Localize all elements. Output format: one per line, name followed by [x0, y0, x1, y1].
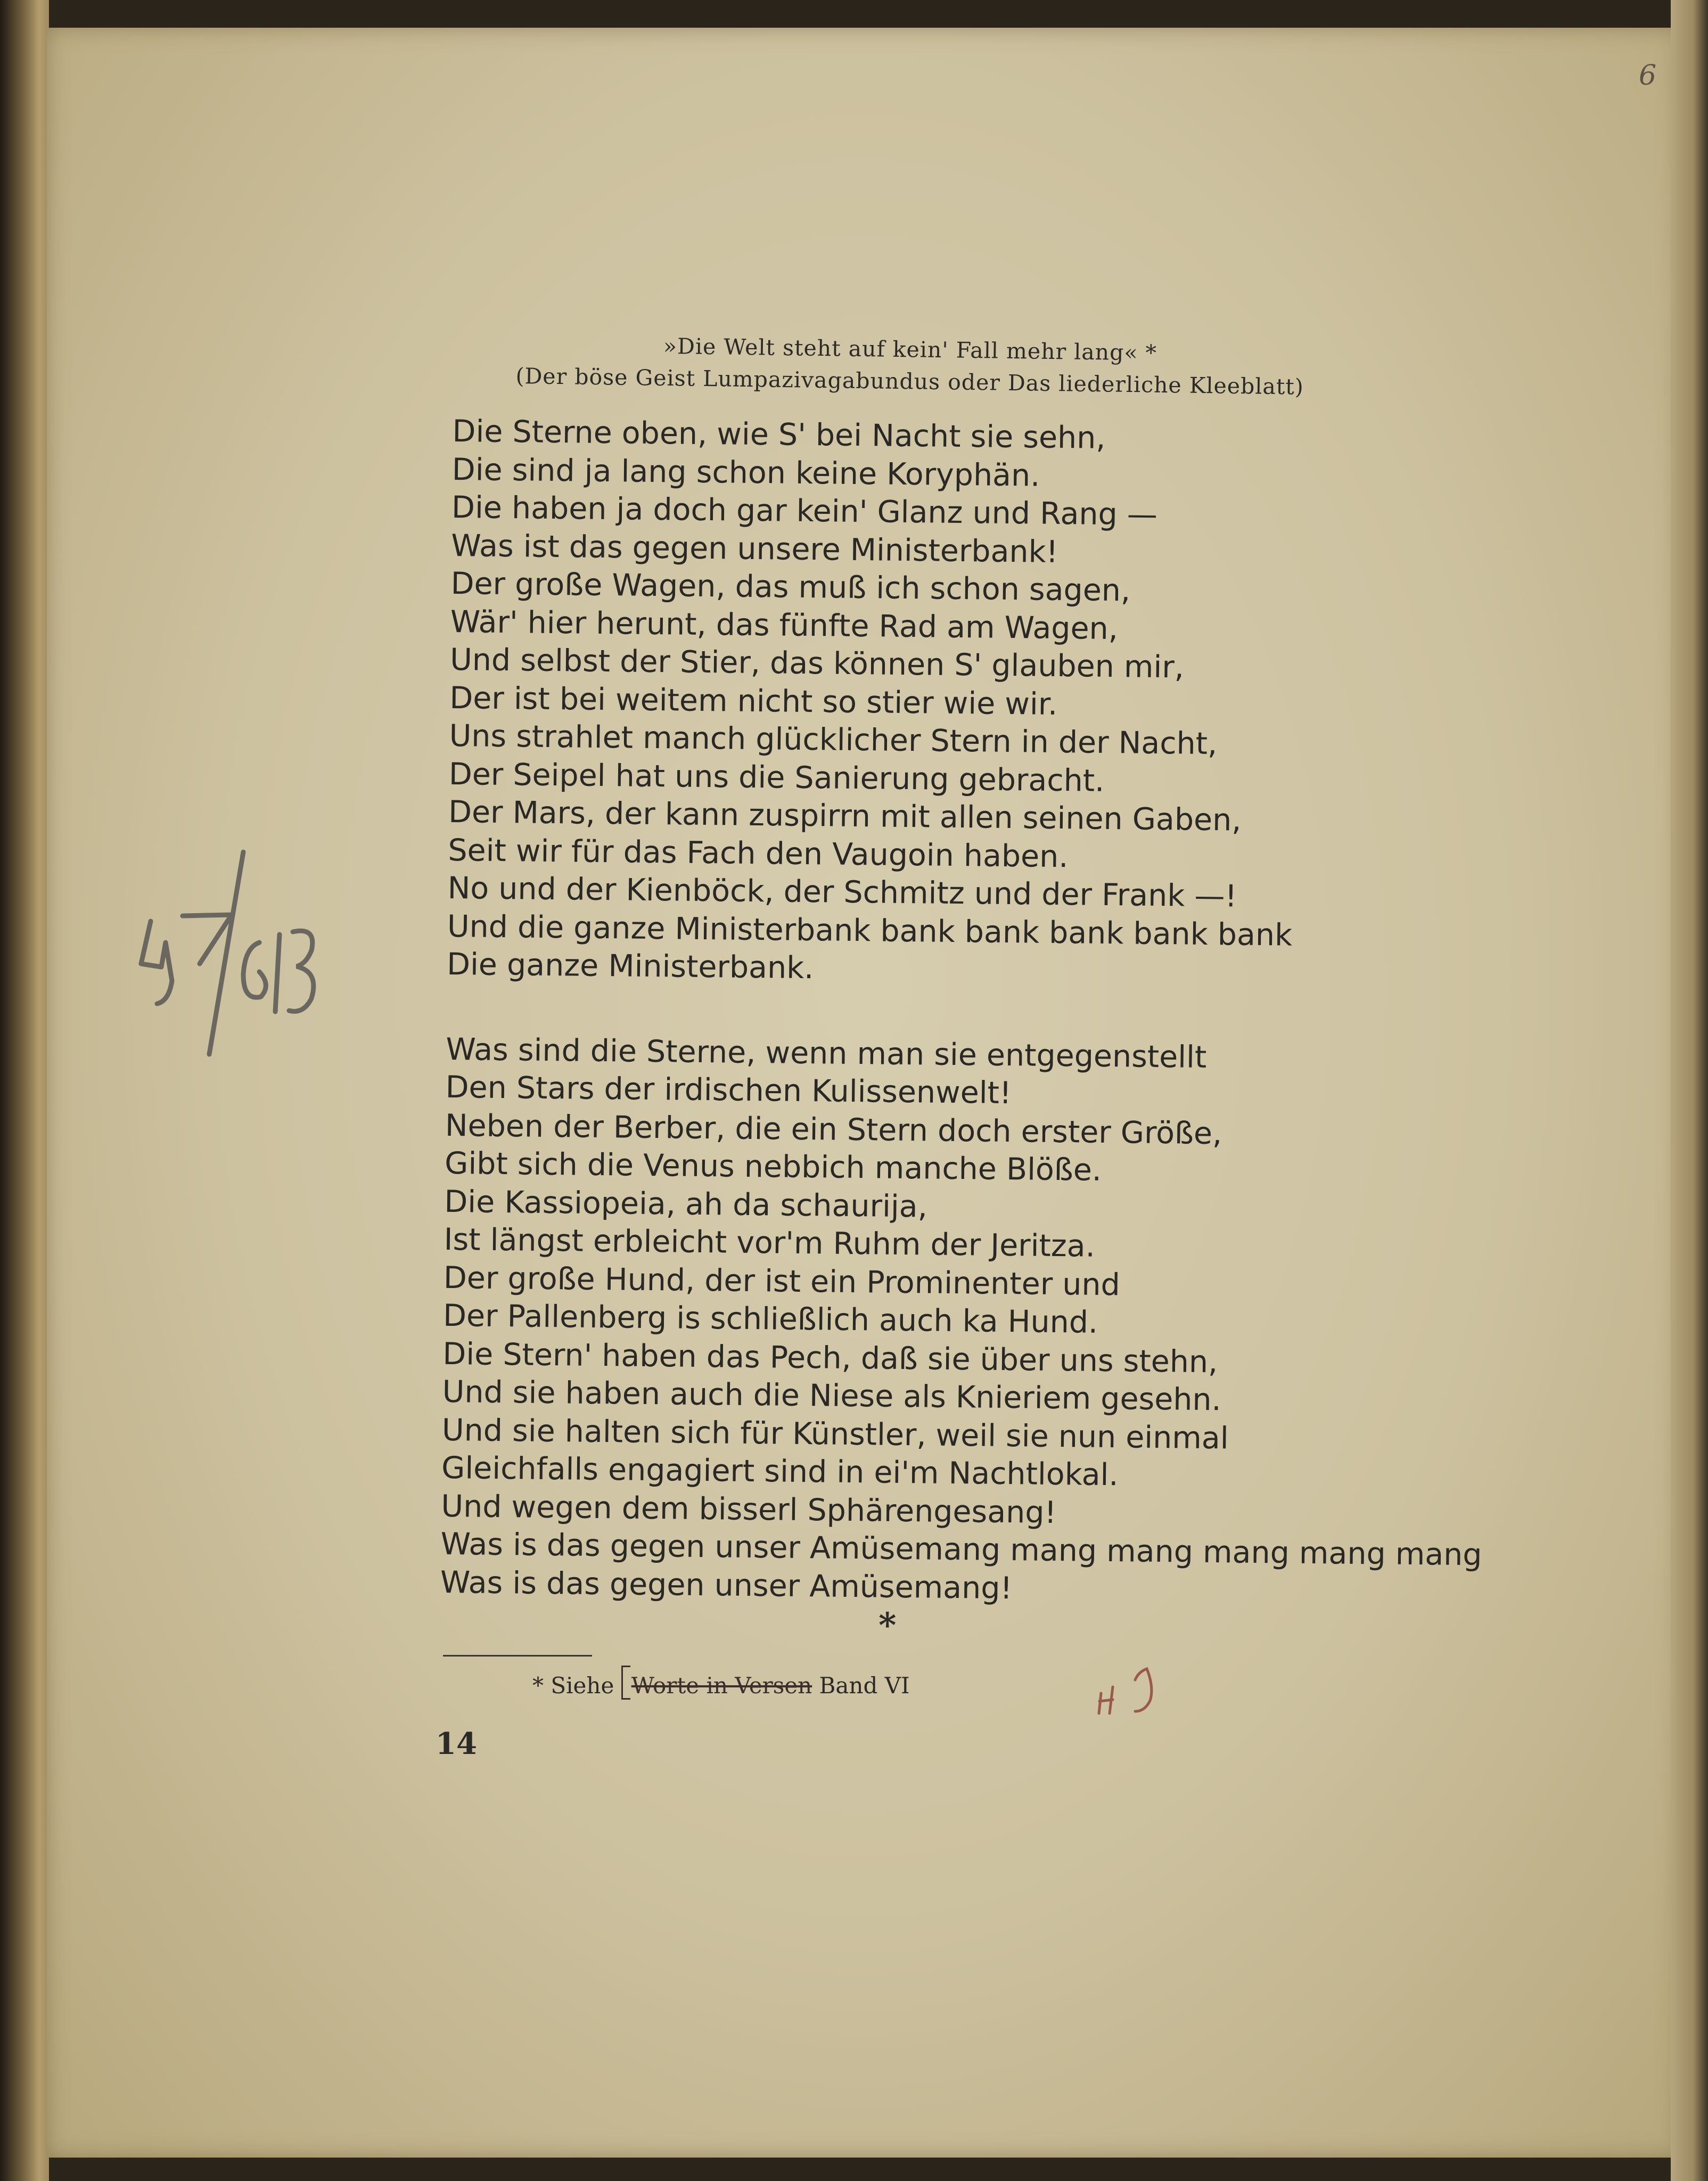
- verse-line: Der Mars, der kann zuspirrn mit allen seinen Gaben,: [448, 794, 1242, 838]
- verse-line: Seit wir für das Fach den Vaugoin haben.: [448, 832, 1069, 874]
- footnote-rule: [443, 1655, 592, 1657]
- verse-line: Gleichfalls engagiert sind in ei'm Nachtlokal.: [441, 1450, 1119, 1493]
- verse-line: Was ist das gegen unsere Ministerbank!: [451, 528, 1058, 570]
- poem-body: [440, 413, 1482, 1658]
- verse-line: Gibt sich die Venus nebbich manche Blöße.: [444, 1145, 1102, 1188]
- page-right-edge: [1671, 0, 1708, 2181]
- verse-line: Was is das gegen unser Amüsemang!: [440, 1564, 1013, 1606]
- verse-line: Der ist bei weitem nicht so stier wie wir.: [449, 680, 1058, 722]
- verse-line: Und wegen dem bisserl Sphärengesang!: [441, 1488, 1057, 1530]
- handwritten-margin-signature: [120, 841, 343, 1086]
- handwritten-initials: [1091, 1656, 1198, 1715]
- pen-bracket-mark: [621, 1666, 630, 1700]
- stanza-2: [440, 1030, 1482, 1611]
- verse-line: Die Sterne oben, wie S' bei Nacht sie sehn,: [452, 413, 1106, 456]
- verse-line: Die sind ja lang schon keine Koryphän.: [451, 452, 1040, 494]
- section-asterisk: *: [878, 1605, 897, 1645]
- verse-line: No und der Kienböck, der Schmitz und der Frank —!: [447, 870, 1237, 914]
- verse-line: Der Seipel hat uns die Sanierung gebracht.: [448, 756, 1105, 799]
- footnote-suffix: Band VI: [819, 1672, 910, 1699]
- verse-line: Und selbst der Stier, das können S' glauben mir,: [449, 642, 1185, 685]
- verse-line: Neben der Berber, die ein Stern doch erster Größe,: [445, 1108, 1222, 1151]
- heading-source: (Der böse Geist Lumpazivagabundus oder Das liederliche Kleeblatt): [515, 363, 1304, 400]
- verse-line: Der große Hund, der ist ein Prominenter und: [443, 1260, 1121, 1302]
- footnote-struck-title: Worte in Versen: [631, 1672, 812, 1699]
- verse-line: Wär' hier herunt, das fünfte Rad am Wagen,: [450, 604, 1119, 646]
- verse-line: Ist längst erbleicht vor'm Ruhm der Jeritza.: [444, 1221, 1096, 1264]
- verse-line: Und sie halten sich für Künstler, weil sie nun einmal: [441, 1412, 1229, 1456]
- pencil-folio-number: 6: [1639, 60, 1657, 92]
- verse-line: Der Pallenberg is schließlich auch ka Hund.: [442, 1298, 1098, 1340]
- stanza-1: [447, 413, 1384, 994]
- poem-heading: [478, 327, 1342, 404]
- verse-line: Und sie haben auch die Niese als Knieriem gesehn.: [442, 1374, 1222, 1418]
- book-spine-edge: [0, 0, 49, 2181]
- verse-line: Was sind die Sterne, wenn man sie entgegenstellt: [446, 1031, 1207, 1075]
- verse-line: Die Stern' haben das Pech, daß sie über uns stehn,: [442, 1336, 1218, 1380]
- page-number: 14: [436, 1726, 477, 1761]
- verse-line: Uns strahlet manch glücklicher Stern in der Nacht,: [449, 718, 1218, 762]
- verse-line: Die Kassiopeia, ah da schaurija,: [444, 1184, 928, 1224]
- verse-line: Den Stars der irdischen Kulissenwelt!: [445, 1069, 1012, 1111]
- footnote: [532, 1666, 910, 1700]
- verse-line: Und die ganze Ministerbank bank bank bank bank bank: [447, 908, 1293, 953]
- verse-line: Die ganze Ministerbank.: [446, 946, 814, 986]
- footnote-prefix: * Siehe: [532, 1672, 614, 1699]
- verse-line: Die haben ja doch gar kein' Glanz und Rang —: [451, 489, 1158, 532]
- verse-line: Was is das gegen unser Amüsemang mang mang mang mang mang: [440, 1526, 1482, 1573]
- heading-title: »Die Welt steht auf kein' Fall mehr lang« *: [663, 333, 1157, 366]
- verse-line: Der große Wagen, das muß ich schon sagen,: [450, 565, 1131, 609]
